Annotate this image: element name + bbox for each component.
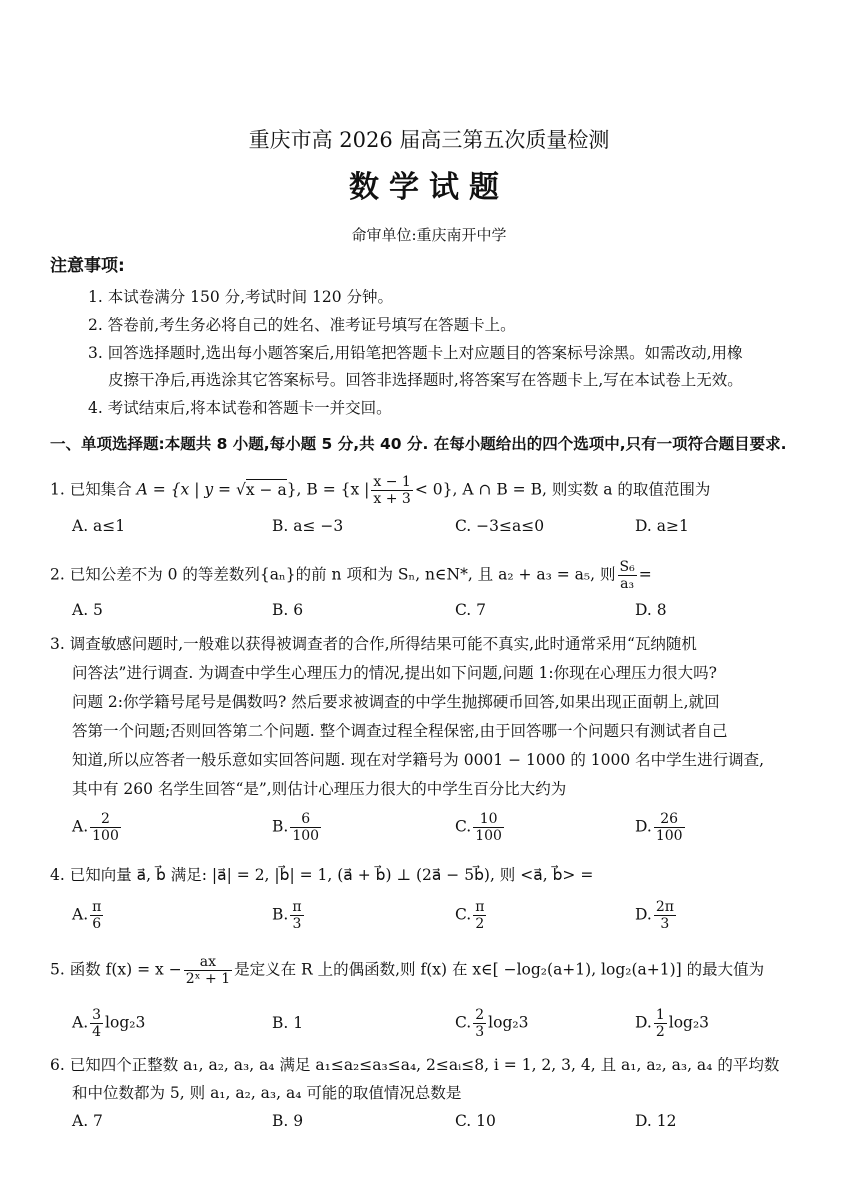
frac-den: 2 [475, 916, 485, 932]
q6-line: 6. 已知四个正整数 a₁, a₂, a₃, a₄ 满足 a₁≤a₂≤a₃≤a₄, 2≤aᵢ≤8, i = 1, 2, 3, 4, 且 a₁, a₂, a₃, a₄ 的平均数 [50, 1056, 780, 1074]
subject-title: 数学试题 [349, 170, 509, 205]
q3-line: 问答法”进行调查. 为调查中学生心理压力的情况,提出如下问题,问题 1:你现在心理压力很大吗? [72, 664, 717, 682]
frac-den: 2 [655, 1024, 665, 1040]
q3-option-b [272, 812, 323, 843]
question-5 [50, 955, 764, 986]
frac-num: 2 [90, 812, 121, 828]
q3-line: 知道,所以应答者一般乐意如实回答问题. 现在对学籍号为 0001 − 1000 的 1000 名中学生进行调查, [72, 751, 765, 769]
q5-option-a [72, 1008, 145, 1039]
q4-option-b [272, 900, 306, 931]
notice-item: 1. 本试卷满分 150 分,考试时间 120 分钟。 [88, 288, 394, 306]
option-letter: B. [272, 817, 289, 836]
q3-option-c [455, 812, 506, 843]
q2-fraction [618, 560, 637, 591]
frac-den: 3 [660, 916, 670, 932]
q4-option-c [455, 900, 488, 931]
q6-option-a: A. 7 [72, 1112, 103, 1130]
q1-option-a: A. a≤1 [72, 517, 126, 535]
frac-num: 2 [475, 1007, 485, 1023]
frac-num: 1 [655, 1007, 665, 1023]
q2-frac-den: a₃ [620, 576, 635, 592]
q6-line: 和中位数都为 5, 则 a₁, a₂, a₃, a₄ 可能的取值情况总数是 [72, 1084, 462, 1102]
q1-frac-den: x + 3 [373, 491, 411, 507]
q6-option-b: B. 9 [272, 1112, 304, 1130]
q5-option-d [635, 1008, 709, 1039]
q5-option-c [455, 1008, 528, 1039]
option-letter: D. [635, 905, 652, 924]
option-letter: D. [635, 817, 652, 836]
option-letter: A. [72, 905, 89, 924]
q1-tail: < 0}, A ∩ B = B, 则实数 a 的取值范围为 [414, 480, 711, 499]
q6-option-d: D. 12 [635, 1112, 677, 1130]
q2-option-a: A. 5 [72, 601, 103, 619]
q3-d-fraction [654, 812, 685, 843]
option-letter: C. [455, 817, 472, 836]
q2-tail: = [638, 565, 652, 584]
notice-item: 3. 回答选择题时,选出每小题答案后,用铅笔把答题卡上对应题目的答案标号涂黑。如需改动,用橡 [88, 344, 743, 362]
q1-fraction [371, 475, 412, 506]
frac-den: 100 [475, 828, 502, 844]
notice-heading: 注意事项: [50, 256, 125, 276]
q1-set-a: A = {x | y = [136, 480, 236, 499]
q1-sqrt: x − a [245, 480, 287, 499]
option-tail: log₂3 [668, 1013, 710, 1032]
q5-d-fraction [654, 1008, 667, 1039]
option-tail: log₂3 [105, 1013, 146, 1032]
exam-title: 重庆市高 2026 届高三第五次质量检测 [248, 128, 610, 152]
option-letter: C. [455, 905, 472, 924]
q5-a-fraction [90, 1008, 103, 1039]
frac-num: 3 [92, 1007, 102, 1023]
q1-set-b: }, B = {x | [286, 480, 370, 499]
frac-den: 100 [655, 828, 683, 844]
option-letter: A. [72, 817, 89, 836]
q2-frac-num: S₆ [619, 559, 635, 575]
q2-option-d: D. 8 [635, 601, 667, 619]
section-heading: 一、单项选择题:本题共 8 小题,每小题 5 分,共 40 分. 在每小题给出的四个选项中,只有一项符合题目要求. [50, 435, 787, 453]
frac-den: 4 [92, 1024, 102, 1040]
q2-option-b: B. 6 [272, 601, 304, 619]
notice-item: 4. 考试结束后,将本试卷和答题卡一并交回。 [88, 399, 392, 417]
q4-a-fraction [90, 900, 103, 931]
frac-den: 100 [292, 828, 320, 844]
question-1: 1. 已知集合 A = {x | y = √x − a}, B = {x | $\frac{x - 1}{x + 3}$ < 0}, A ∩ B = B, 则实数 a 的取值范围为 [50, 474, 711, 507]
frac-num: 10 [473, 812, 504, 828]
frac-num: 6 [290, 812, 321, 828]
option-letter: B. [272, 905, 289, 924]
frac-num: ax [184, 955, 232, 971]
notice-item: 皮擦干净后,再选涂其它答案标号。回答非选择题时,将答案写在答题卡上,写在本试卷上无效。 [108, 371, 743, 389]
q3-option-d [635, 812, 687, 843]
q2-text: 2. 已知公差不为 0 的等差数列{aₙ}的前 n 项和为 Sₙ, n∈N*, 且 a₂ + a₃ = a₅, 则 [50, 565, 616, 584]
q3-line: 3. 调查敏感问题时,一般难以获得被调查者的合作,所得结果可能不真实,此时通常采用“瓦纳随机 [50, 635, 697, 653]
author-unit: 命审单位:重庆南开中学 [351, 226, 507, 244]
frac-num: π [292, 899, 302, 915]
q1-frac-num: x − 1 [373, 474, 411, 490]
q3-a-fraction [90, 812, 121, 843]
q2-option-c: C. 7 [455, 601, 487, 619]
frac-den: 6 [92, 916, 102, 932]
frac-den: 3 [292, 916, 302, 932]
q3-line: 答第一个问题;否则回答第二个问题. 整个调查过程全程保密,由于回答哪一个问题只有测试者自己 [72, 722, 728, 740]
frac-num: 26 [654, 812, 685, 828]
option-tail: log₂3 [488, 1013, 529, 1032]
option-letter: A. [72, 1013, 89, 1032]
question-2 [50, 560, 652, 591]
frac-den: 3 [475, 1024, 485, 1040]
option-letter: C. [455, 1013, 472, 1032]
q4-b-fraction [290, 900, 303, 931]
frac-num: π [92, 899, 102, 915]
q3-c-fraction [473, 812, 504, 843]
q1-option-b: B. a≤ −3 [272, 517, 344, 535]
q5-c-fraction [473, 1008, 486, 1039]
option-letter: D. [635, 1013, 652, 1032]
q3-b-fraction [290, 812, 321, 843]
q1-part: 1. 已知集合 [50, 480, 137, 499]
q3-option-a [72, 812, 123, 843]
q6-option-c: C. 10 [455, 1112, 496, 1130]
frac-den: 2ˣ + 1 [185, 971, 231, 987]
frac-den: 100 [92, 828, 119, 844]
q3-line: 问题 2:你学籍号尾号是偶数吗? 然后要求被调查的中学生抛掷硬币回答,如果出现正面朝上,就回 [72, 693, 720, 711]
frac-num: 2π [655, 899, 674, 915]
q4-d-fraction [654, 900, 676, 931]
notice-item: 2. 答卷前,考生务必将自己的姓名、准考证号填写在答题卡上。 [88, 316, 516, 334]
question-4: 4. 已知向量 a⃗, b⃗ 满足: |a⃗| = 2, |b⃗| = 1, (a⃗ + b⃗) ⊥ (2a⃗ − 5b⃗), 则 <a⃗, b⃗> = [50, 866, 594, 884]
frac-num: π [475, 899, 485, 915]
q4-c-fraction [473, 900, 486, 931]
q4-option-a [72, 900, 105, 931]
q4-option-d [635, 900, 678, 931]
q5-fraction [184, 955, 232, 986]
q3-line: 其中有 260 名学生回答“是”,则估计心理压力很大的中学生百分比大约为 [72, 780, 567, 798]
q1-option-d: D. a≥1 [635, 517, 689, 535]
q5-tail: 是定义在 R 上的偶函数,则 f(x) 在 x∈[ −log₂(a+1), log₂(a+1)] 的最大值为 [234, 960, 765, 979]
q1-option-c: C. −3≤a≤0 [455, 517, 545, 535]
q5-part: 5. 函数 f(x) = x − [50, 960, 182, 979]
q5-option-b: B. 1 [272, 1014, 304, 1032]
